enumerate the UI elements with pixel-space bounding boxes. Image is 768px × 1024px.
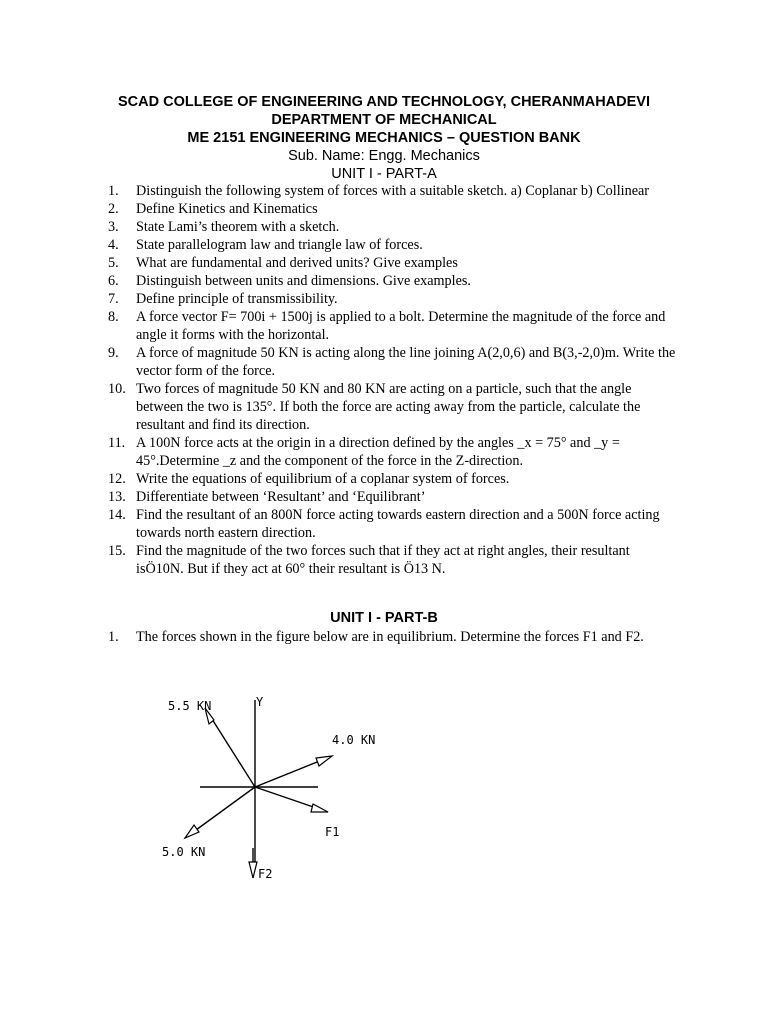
question-text: Write the equations of equilibrium of a coplanar system of forces. — [136, 471, 510, 487]
question-text: State Lami’s theorem with a sketch. — [136, 219, 340, 235]
label-f1: F1 — [325, 825, 340, 839]
question-item — [108, 344, 678, 380]
question-number: 8. — [108, 309, 119, 325]
question-item — [108, 434, 678, 470]
question-text: What are fundamental and derived units? Give examples — [136, 255, 458, 271]
question-text: A force of magnitude 50 KN is acting along the line joining A(2,0,6) and B(3,-2,0)m. Write the vector form of the force. — [136, 345, 676, 379]
question-number: 1. — [108, 629, 119, 645]
force-4-0-arrowhead — [316, 756, 332, 766]
question-text: Distinguish between units and dimensions. Give examples. — [136, 273, 471, 289]
question-text: Define principle of transmissibility. — [136, 291, 338, 307]
question-number: 10. — [108, 381, 126, 397]
question-item — [108, 236, 678, 254]
label-4-0-kn: 4.0 KN — [332, 733, 376, 747]
question-text: Distinguish the following system of forces with a suitable sketch. a) Coplanar b) Collinear — [136, 183, 650, 199]
question-text: The forces shown in the figure below are in equilibrium. Determine the forces F1 and F2. — [136, 629, 644, 645]
part-a-question-list — [108, 182, 678, 578]
question-item — [108, 218, 678, 236]
course-title: ME 2151 ENGINEERING MECHANICS – QUESTION BANK — [187, 130, 581, 146]
question-text: Define Kinetics and Kinematics — [136, 201, 318, 217]
question-text: A force vector F= 700i + 1500j is applied to a bolt. Determine the magnitude of the force and angle it forms with the horizontal. — [136, 309, 666, 343]
question-item — [108, 254, 678, 272]
question-item — [108, 200, 678, 218]
force-5-0-arrowhead — [185, 825, 199, 838]
force-f1-arrowhead — [311, 804, 328, 812]
question-item — [108, 542, 678, 578]
label-5-5-kn: 5.5 KN — [168, 699, 212, 713]
part-b-question-list — [108, 628, 678, 646]
question-item — [108, 182, 678, 200]
question-number: 2. — [108, 201, 119, 217]
question-text: Find the resultant of an 800N force acting towards eastern direction and a 500N force acting towards north eastern direction. — [136, 507, 660, 541]
question-item — [108, 380, 678, 434]
subject-name: Sub. Name: Engg. Mechanics — [288, 148, 480, 164]
unit-part-b-heading: UNIT I - PART-B — [330, 610, 438, 626]
question-text: Differentiate between ‘Resultant’ and ‘Equilibrant’ — [136, 489, 426, 505]
college-title: SCAD COLLEGE OF ENGINEERING AND TECHNOLOGY, CHERANMAHADEVI — [118, 94, 650, 110]
question-item — [108, 488, 678, 506]
department-title: DEPARTMENT OF MECHANICAL — [271, 112, 497, 128]
question-text: A 100N force acts at the origin in a direction defined by the angles _x = 75° and _y = 45°.Determine _z and the component of the force in the Z-direction. — [136, 435, 620, 469]
question-number: 11. — [108, 435, 126, 451]
label-5-0-kn: 5.0 KN — [162, 845, 206, 859]
label-y-axis: Y — [256, 695, 264, 709]
question-number: 7. — [108, 291, 119, 307]
force-f2-arrowhead — [249, 862, 257, 878]
question-number: 3. — [108, 219, 119, 235]
question-item — [108, 308, 678, 344]
question-number: 4. — [108, 237, 119, 253]
unit-part-a-heading: UNIT I - PART-A — [331, 166, 437, 182]
question-text: Find the magnitude of the two forces such that if they act at right angles, their resultant isÖ10N. But if they act at 60° their resultant is Ö13 N. — [136, 543, 630, 577]
question-number: 9. — [108, 345, 119, 361]
question-number: 13. — [108, 489, 126, 505]
question-number: 14. — [108, 507, 126, 523]
question-number: 15. — [108, 543, 126, 559]
question-item — [108, 506, 678, 542]
question-number: 12. — [108, 471, 126, 487]
question-item — [108, 470, 678, 488]
question-item — [108, 290, 678, 308]
question-number: 5. — [108, 255, 119, 271]
question-item — [108, 272, 678, 290]
question-number: 6. — [108, 273, 119, 289]
question-number: 1. — [108, 183, 119, 199]
question-item — [108, 628, 678, 646]
force-diagram — [150, 688, 410, 888]
question-text: Two forces of magnitude 50 KN and 80 KN are acting on a particle, such that the angle between the two is 135°. If both the force are acting away from the particle, calculate the resultant and find its direction. — [136, 381, 641, 433]
label-f2: F2 — [258, 867, 273, 881]
question-text: State parallelogram law and triangle law of forces. — [136, 237, 423, 253]
